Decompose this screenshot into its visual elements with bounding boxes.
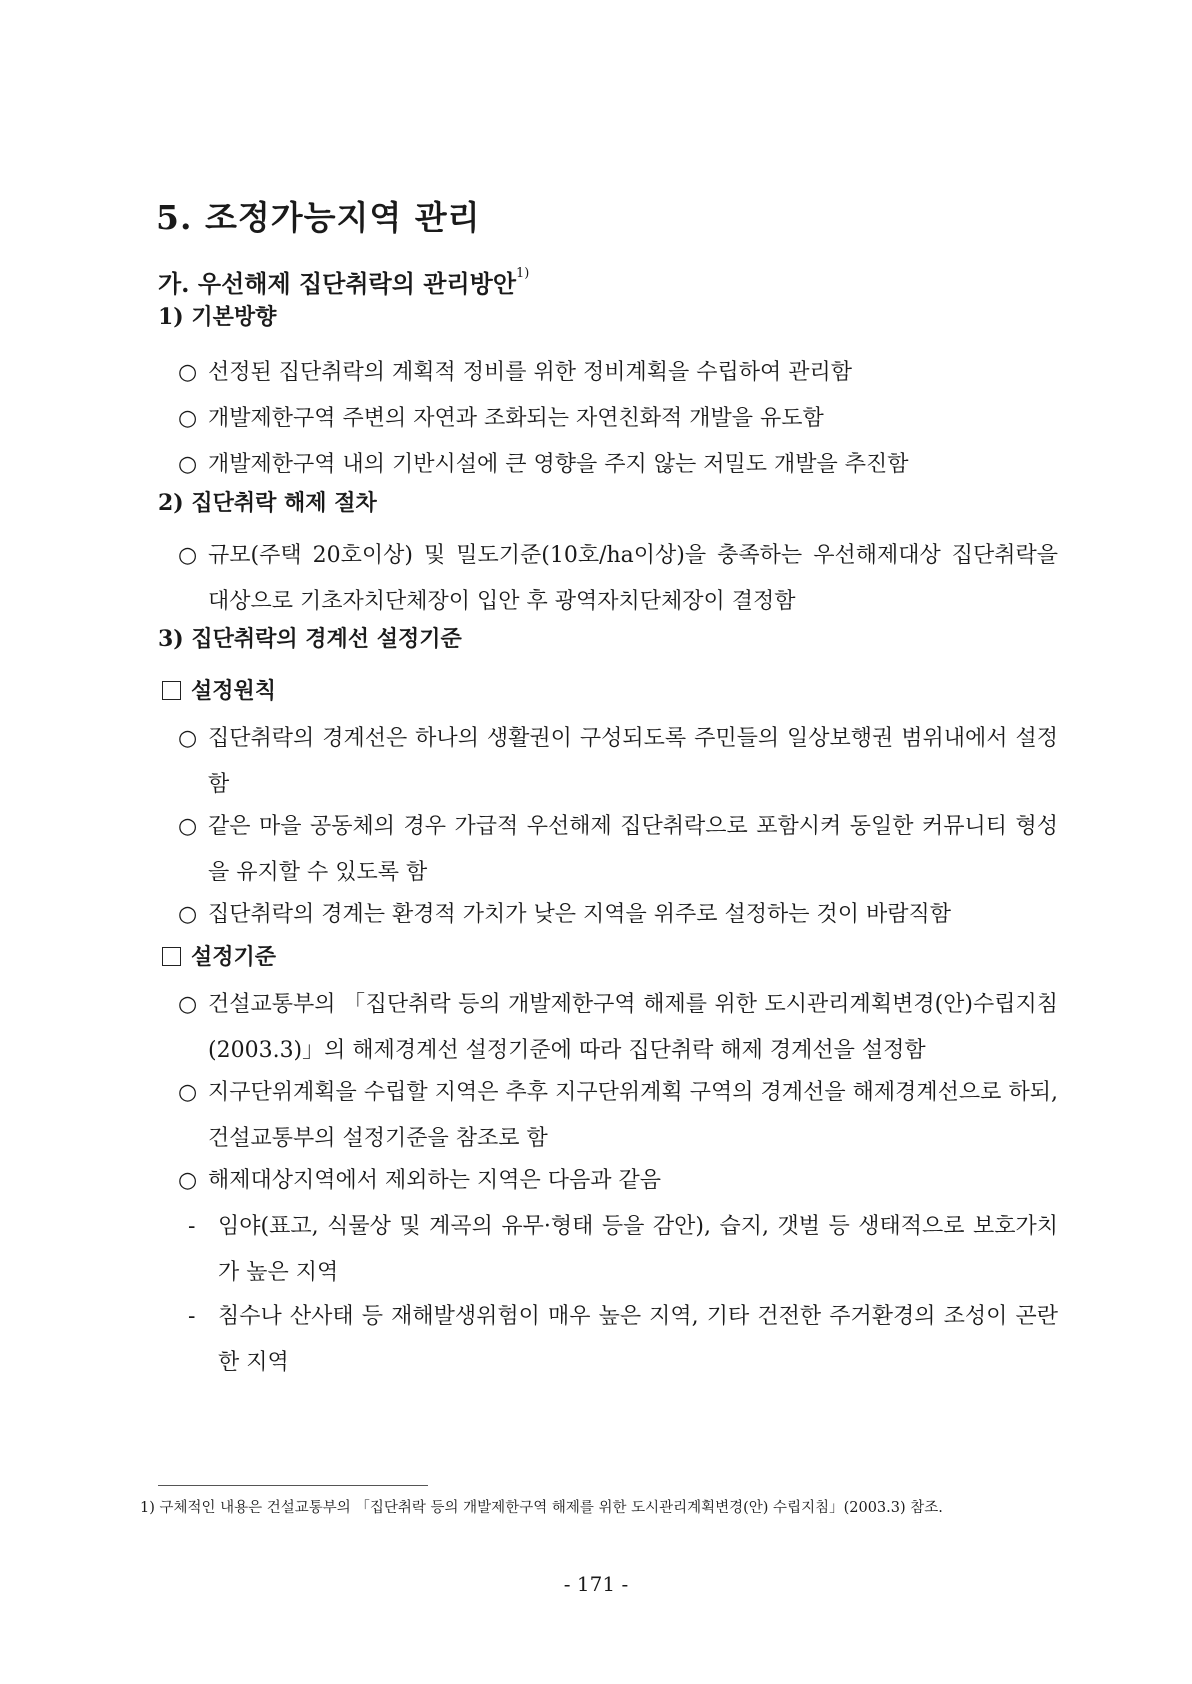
list-item-text: 건설교통부의 「집단취락 등의 개발제한구역 해제를 위한 도시관리계획변경(안)수립지침(2003.3)」의 해제경계선 설정기준에 따라 집단취락 해제 경계선을 설정함 [208, 992, 1058, 1063]
dash-item-text: 침수나 산사태 등 재해발생위험이 매우 높은 지역, 기타 건전한 주거환경의 조성이 곤란한 지역 [218, 1304, 1058, 1375]
dash-item [188, 1294, 1058, 1386]
list-item-text: 규모(주택 20호이상) 및 밀도기준(10호/ha이상)을 충족하는 우선해제대상 집단취락을 대상으로 기초자치단체장이 입안 후 광역자치단체장이 결정함 [208, 543, 1058, 614]
list-item [178, 442, 1058, 488]
chapter-title: 5. 조정가능지역 관리 [156, 198, 481, 237]
list-item-text: 개발제한구역 주변의 자연과 조화되는 자연친화적 개발을 유도함 [208, 406, 824, 431]
principle-heading [162, 674, 276, 705]
dash-item [188, 1204, 1058, 1296]
bullet-mark: ○ [178, 452, 198, 477]
footnote-reference[interactable]: 1) [516, 266, 530, 281]
list-item [178, 533, 1058, 625]
dash-item-text: 임야(표고, 식물상 및 계곡의 유무·형태 등을 감안), 습지, 갯벌 등 생태적으로 보호가치가 높은 지역 [218, 1214, 1058, 1285]
bullet-mark: ○ [178, 1080, 198, 1105]
bullet-mark: ○ [178, 406, 198, 431]
list-item [178, 716, 1058, 808]
list-item-text: 집단취락의 경계는 환경적 가치가 낮은 지역을 위주로 설정하는 것이 바람직함 [208, 902, 952, 927]
bullet-mark: ○ [178, 1168, 198, 1193]
list-item [178, 892, 1058, 938]
list-item-text: 해제대상지역에서 제외하는 지역은 다음과 같음 [208, 1168, 662, 1193]
list-item-text: 선정된 집단취락의 계획적 정비를 위한 정비계획을 수립하여 관리함 [208, 360, 853, 385]
checkbox-square-icon [162, 947, 181, 966]
criteria-label: 설정기준 [191, 944, 277, 970]
list-item [178, 350, 1058, 396]
subsection-heading-release-procedure: 2) 집단취락 해제 절차 [158, 490, 377, 516]
bullet-mark: ○ [178, 902, 198, 927]
bullet-mark: ○ [178, 726, 198, 751]
subsection-heading-boundary-criteria: 3) 집단취락의 경계선 설정기준 [158, 626, 462, 652]
criteria-heading [162, 940, 276, 971]
list-item [178, 396, 1058, 442]
bullet-mark: ○ [178, 992, 198, 1017]
footnote-divider [158, 1485, 428, 1486]
list-item [178, 982, 1058, 1074]
dash-mark: - [188, 1214, 196, 1239]
list-item-text: 집단취락의 경계선은 하나의 생활권이 구성되도록 주민들의 일상보행권 범위내에서 설정함 [208, 726, 1058, 797]
list-item-text: 같은 마을 공동체의 경우 가급적 우선해제 집단취락으로 포함시켜 동일한 커뮤니티 형성을 유지할 수 있도록 함 [208, 814, 1058, 885]
bullet-mark: ○ [178, 543, 198, 568]
section-heading [158, 264, 529, 299]
section-heading-text: 가. 우선해제 집단취락의 관리방안 [158, 269, 516, 298]
list-item-text: 개발제한구역 내의 기반시설에 큰 영향을 주지 않는 저밀도 개발을 추진함 [208, 452, 909, 477]
list-item [178, 1158, 1058, 1204]
list-item-text: 지구단위계획을 수립할 지역은 추후 지구단위계획 구역의 경계선을 해제경계선으로 하되, 건설교통부의 설정기준을 참조로 함 [208, 1080, 1058, 1151]
dash-mark: - [188, 1304, 196, 1329]
checkbox-square-icon [162, 681, 181, 700]
subsection-heading-basic-direction: 1) 기본방향 [158, 304, 277, 330]
page-number: - 171 - [563, 1572, 629, 1596]
principle-label: 설정원칙 [191, 678, 277, 704]
list-item [178, 804, 1058, 896]
bullet-mark: ○ [178, 360, 198, 385]
footnote: 1) 구체적인 내용은 건설교통부의 「집단취락 등의 개발제한구역 해제를 위한 도시관리계획변경(안) 수립지침」(2003.3) 참조. [140, 1500, 943, 1516]
list-item [178, 1070, 1058, 1162]
bullet-mark: ○ [178, 814, 198, 839]
